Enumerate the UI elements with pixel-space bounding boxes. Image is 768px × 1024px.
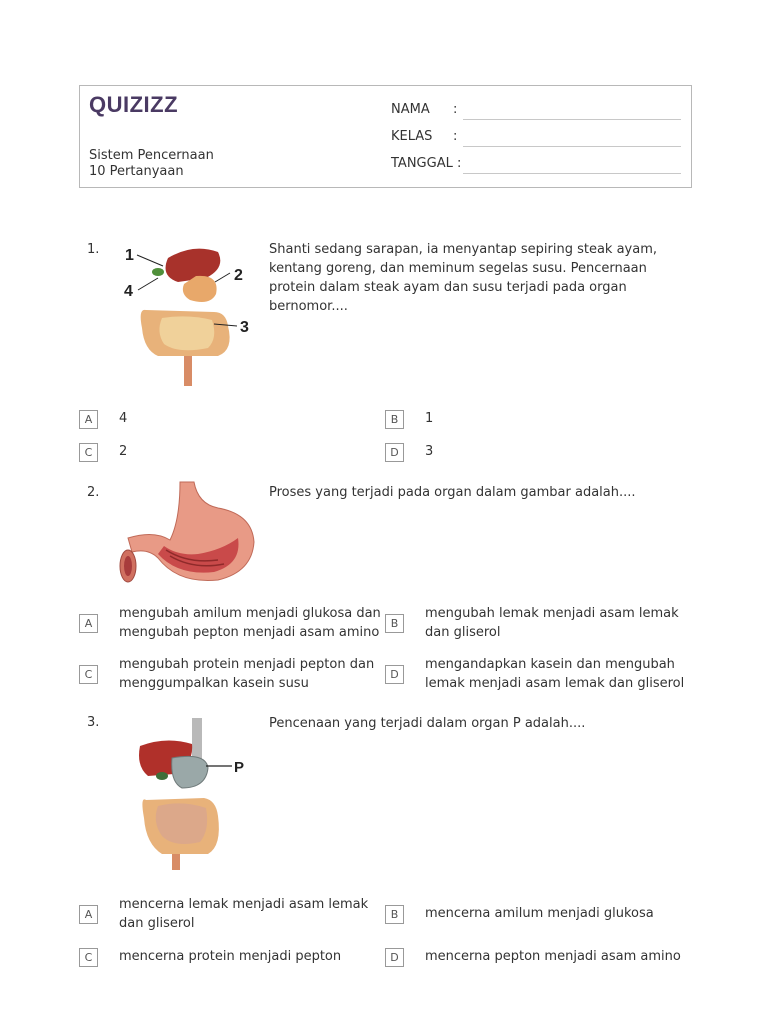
stomach-figure <box>118 480 258 584</box>
option-a-box[interactable]: A <box>79 614 98 633</box>
option-b-text: mencerna amilum menjadi glukosa <box>425 906 654 921</box>
option-d-text: 3 <box>425 444 434 459</box>
question-number: 3. <box>87 715 100 730</box>
small-intestine-shape <box>159 316 214 350</box>
option-b-box[interactable]: B <box>385 905 404 924</box>
option-a-box[interactable]: A <box>79 410 98 429</box>
digestive-system-figure <box>118 238 258 390</box>
date-input-line[interactable] <box>463 173 681 174</box>
figure-label: 3 <box>240 319 249 336</box>
gallbladder-shape <box>156 772 168 780</box>
rectum-shape <box>184 356 192 386</box>
option-d-text: mencerna pepton menjadi asam amino <box>425 949 681 964</box>
option-a-text: mengubah amilum menjadi glukosa dan mengubah pepton menjadi asam amino <box>119 606 381 640</box>
class-label: KELAS <box>391 129 433 144</box>
option-d-text: mengandapkan kasein dan mengubah lemak menjadi asam lemak dan gliserol <box>425 657 685 691</box>
option-c-text: mengubah protein menjadi pepton dan menggumpalkan kasein susu <box>119 657 375 691</box>
worksheet-header <box>79 85 692 188</box>
option-b-text: mengubah lemak menjadi asam lemak dan gliserol <box>425 606 679 640</box>
option-a-text: mencerna lemak menjadi asam lemak dan gliserol <box>119 897 369 931</box>
quizizz-logo: QUIZIZZ <box>89 92 179 117</box>
gallbladder-shape <box>152 268 164 276</box>
class-input-line[interactable] <box>463 146 681 147</box>
question-number: 1. <box>87 242 100 257</box>
figure-label: 1 <box>125 247 134 264</box>
question-number: 2. <box>87 485 100 500</box>
name-field: NAMA : <box>391 102 458 117</box>
option-d-box[interactable]: D <box>385 443 404 462</box>
option-c-box[interactable]: C <box>79 665 98 684</box>
option-d-box[interactable]: D <box>385 948 404 967</box>
option-c-text: mencerna protein menjadi pepton <box>119 949 342 964</box>
option-b-box[interactable]: B <box>385 410 404 429</box>
option-a-box[interactable]: A <box>79 905 98 924</box>
figure-label: P <box>234 759 245 776</box>
option-a-text: 4 <box>119 411 128 426</box>
name-label: NAMA <box>391 102 430 117</box>
question-text: Shanti sedang sarapan, ia menyantap sepiring steak ayam, kentang goreng, dan meminum segelas susu. Pencernaan protein dalam steak ayam dan susu terjadi pada organ bernomor.... <box>269 242 658 314</box>
name-input-line[interactable] <box>463 119 681 120</box>
worksheet-info <box>89 148 214 180</box>
option-c-box[interactable]: C <box>79 948 98 967</box>
rectum-shape <box>172 854 180 870</box>
class-field: KELAS : <box>391 129 458 144</box>
option-d-box[interactable]: D <box>385 665 404 684</box>
option-b-box[interactable]: B <box>385 614 404 633</box>
figure-label: 2 <box>234 267 243 284</box>
question-text: Proses yang terjadi pada organ dalam gambar adalah.... <box>269 485 636 500</box>
date-label: TANGGAL <box>391 156 453 171</box>
option-c-box[interactable]: C <box>79 443 98 462</box>
figure-label: 4 <box>124 283 133 300</box>
digestive-system-figure <box>118 714 258 874</box>
option-b-text: 1 <box>425 411 434 426</box>
option-c-text: 2 <box>119 444 128 459</box>
date-field: TANGGAL : <box>391 156 462 171</box>
question-count: 10 Pertanyaan <box>89 164 184 179</box>
worksheet-subject: Sistem Pencernaan <box>89 148 214 163</box>
duodenum-opening <box>124 556 132 576</box>
question-text: Pencenaan yang terjadi dalam organ P adalah.... <box>269 716 586 731</box>
stomach-shape <box>172 756 208 788</box>
